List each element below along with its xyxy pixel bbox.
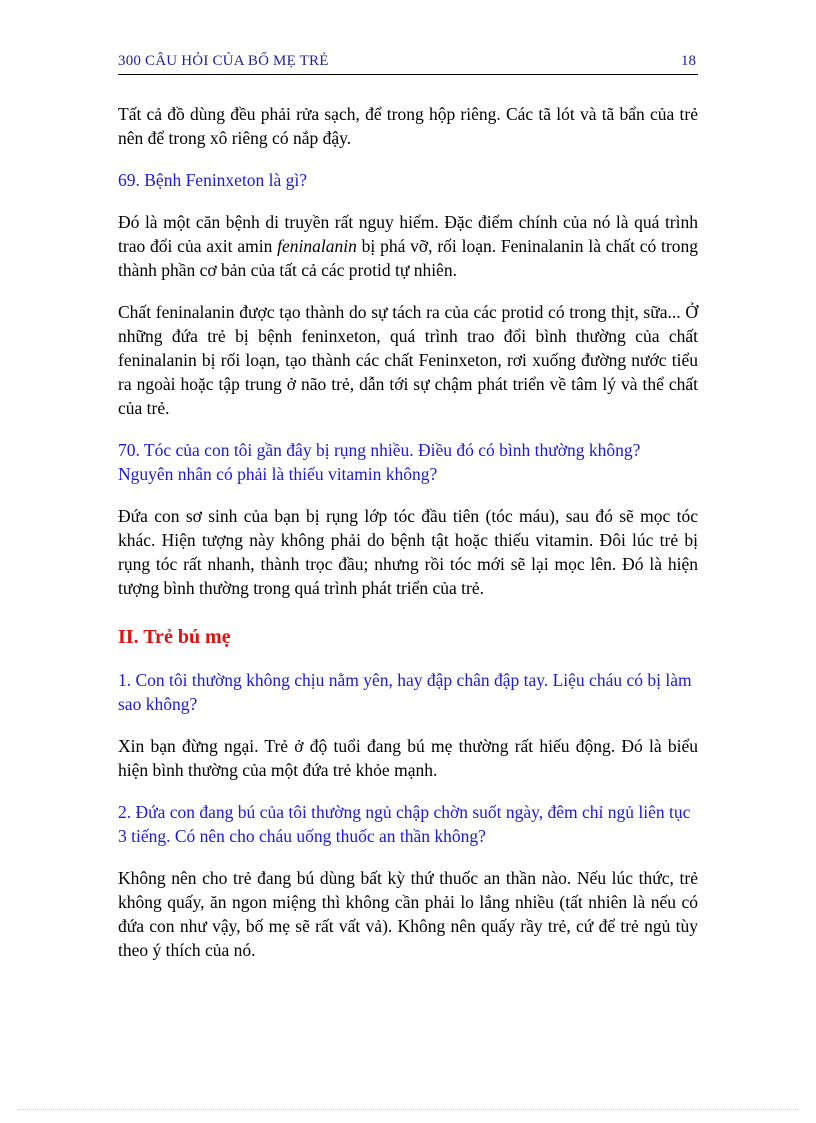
page-header <box>118 52 698 75</box>
page-number: 18 <box>681 53 696 69</box>
book-title: 300 CÂU HỎI CỦA BỐ MẸ TRẺ <box>118 53 329 69</box>
answer-69-paragraph-1 <box>118 210 698 282</box>
question-70: 70. Tóc của con tôi gần đây bị rụng nhiều. Điều đó có bình thường không? Nguyên nhân có phải là thiếu vitamin không? <box>118 440 641 484</box>
question-2: 2. Đứa con đang bú của tôi thường ngủ chập chờn suốt ngày, đêm chỉ ngủ liên tục 3 tiếng. Có nên cho cháu uống thuốc an thần không? <box>118 802 691 846</box>
answer-2: Không nên cho trẻ đang bú dùng bất kỳ thứ thuốc an thần nào. Nếu lúc thức, trẻ không quấy, ăn ngon miệng thì không cần phải lo lắng nhiều (tất nhiên là nếu có đứa con như vậy, bố mẹ sẽ rất vất vả). Không nên quấy rầy trẻ, cứ để trẻ ngủ tùy theo ý thích của nó. <box>118 868 698 960</box>
page-content <box>118 102 698 962</box>
question-1: 1. Con tôi thường không chịu nằm yên, hay đập chân đập tay. Liệu cháu có bị làm sao không? <box>118 670 692 714</box>
answer-69-text-a: Đó là một căn bệnh di truyền rất nguy hiểm. Đặc điểm chính của nó là quá trình trao đổi của axit amin <box>118 212 698 256</box>
question-69: 69. Bệnh Feninxeton là gì? <box>118 170 308 190</box>
feninalanin-term: feninalanin <box>277 236 357 256</box>
paragraph-hygiene: Tất cả đồ dùng đều phải rửa sạch, để trong hộp riêng. Các tã lót và tã bẩn của trẻ nên để trong xô riêng có nắp đậy. <box>118 104 698 148</box>
answer-1: Xin bạn đừng ngại. Trẻ ở độ tuổi đang bú mẹ thường rất hiếu động. Đó là biểu hiện bình thường của một đứa trẻ khỏe mạnh. <box>118 736 698 780</box>
page-bottom-border <box>18 1109 798 1110</box>
answer-69-text-b: bị phá vỡ, rối loạn. Feninalanin là chất có trong thành phần cơ bản của tất cả các protid tự nhiên. <box>118 236 698 280</box>
answer-70: Đứa con sơ sinh của bạn bị rụng lớp tóc đầu tiên (tóc máu), sau đó sẽ mọc tóc khác. Hiện tượng này không phải do bệnh tật hoặc thiếu vitamin. Đôi lúc trẻ bị rụng tóc rất nhanh, thành trọc đầu; nhưng rồi tóc mới sẽ lại mọc lên. Đó là hiện tượng bình thường trong quá trình phát triển của trẻ. <box>118 506 698 598</box>
section-heading: II. Trẻ bú mẹ <box>118 626 231 648</box>
answer-69-paragraph-2: Chất feninalanin được tạo thành do sự tách ra của các protid có trong thịt, sữa... Ở những đứa trẻ bị bệnh feninxeton, quá trình trao đổi bình thường của chất feninalanin bị rối loạn, tạo thành các chất Feninxeton, rơi xuống đường nước tiểu ra ngoài hoặc tập trung ở não trẻ, dẫn tới sự chậm phát triển về tâm lý và thể chất của trẻ. <box>118 302 698 418</box>
